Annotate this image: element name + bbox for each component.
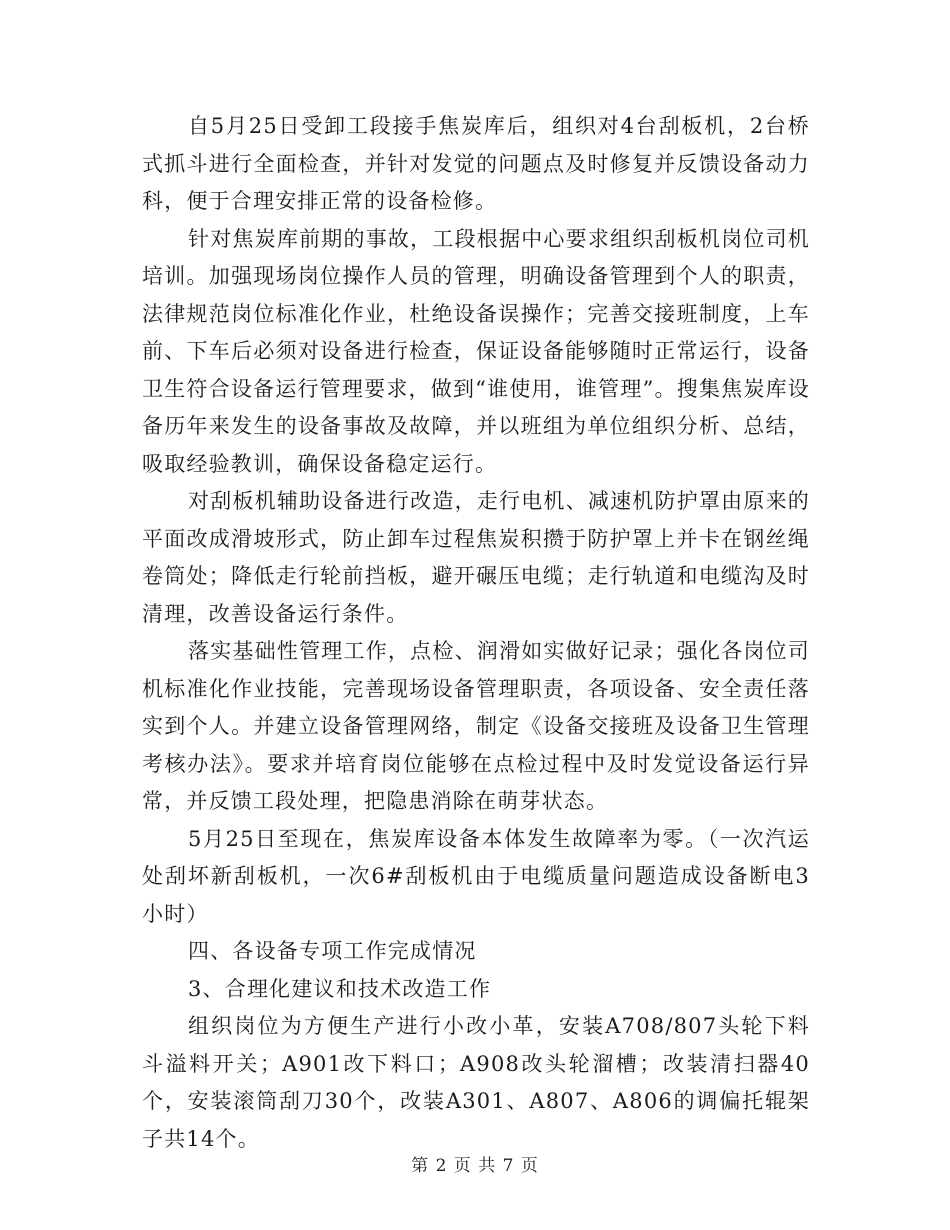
- page-footer: [0, 1151, 950, 1176]
- paragraph-improvements: 组织岗位为方便生产进行小改小革，安装A708/807头轮下料斗溢料开关；A901改下料口；A908改头轮溜槽；改装清扫器40个，安装滚筒刮刀30个，改装A301、A807、A806的调偏托辊架子共14个。: [142, 1014, 810, 1151]
- paragraph-inspection: 自5月25日受卸工段接手焦炭库后，组织对4台刮板机，2台桥式抓斗进行全面检查，并针对发觉的问题点及时修复并反馈设备动力科，便于合理安排正常的设备检修。: [142, 114, 810, 213]
- paragraph-modification: 对刮板机辅助设备进行改造，走行电机、减速机防护罩由原来的平面改成滑坡形式，防止卸车过程焦炭积攒于防护罩上并卡在钢丝绳卷筒处；降低走行轮前挡板，避开碾压电缆；走行轨道和电缆沟及时清理，改善设备运行条件。: [142, 489, 810, 626]
- page-number: 第 2 页 共 7 页: [411, 1156, 539, 1176]
- paragraph-training: 针对焦炭库前期的事故，工段根据中心要求组织刮板机岗位司机培训。加强现场岗位操作人员的管理，明确设备管理到个人的职责，法律规范岗位标准化作业，杜绝设备误操作；完善交接班制度，上车前、下车后必须对设备进行检查，保证设备能够随时正常运行，设备卫生符合设备运行管理要求，做到“谁使用，谁管理”。搜集焦炭库设备历年来发生的设备事故及故障，并以班组为单位组织分析、总结，吸取经验教训，确保设备稳定运行。: [142, 226, 810, 476]
- section-heading-4: 四、各设备专项工作完成情况: [188, 939, 477, 963]
- section-heading-3: 3、合理化建议和技术改造工作: [188, 976, 492, 1001]
- paragraph-management: 落实基础性管理工作，点检、润滑如实做好记录；强化各岗位司机标准化作业技能，完善现场设备管理职责，各项设备、安全责任落实到个人。并建立设备管理网络，制定《设备交接班及设备卫生管理考核办法》。要求并培育岗位能够在点检过程中及时发觉设备运行异常，并反馈工段处理，把隐患消除在萌芽状态。: [142, 639, 810, 813]
- paragraph-fault-rate: 5月25日至现在，焦炭库设备本体发生故障率为零。（一次汽运处刮坏新刮板机，一次6#刮板机由于电缆质量问题造成设备断电3小时）: [142, 826, 810, 926]
- document-body: [142, 108, 810, 1158]
